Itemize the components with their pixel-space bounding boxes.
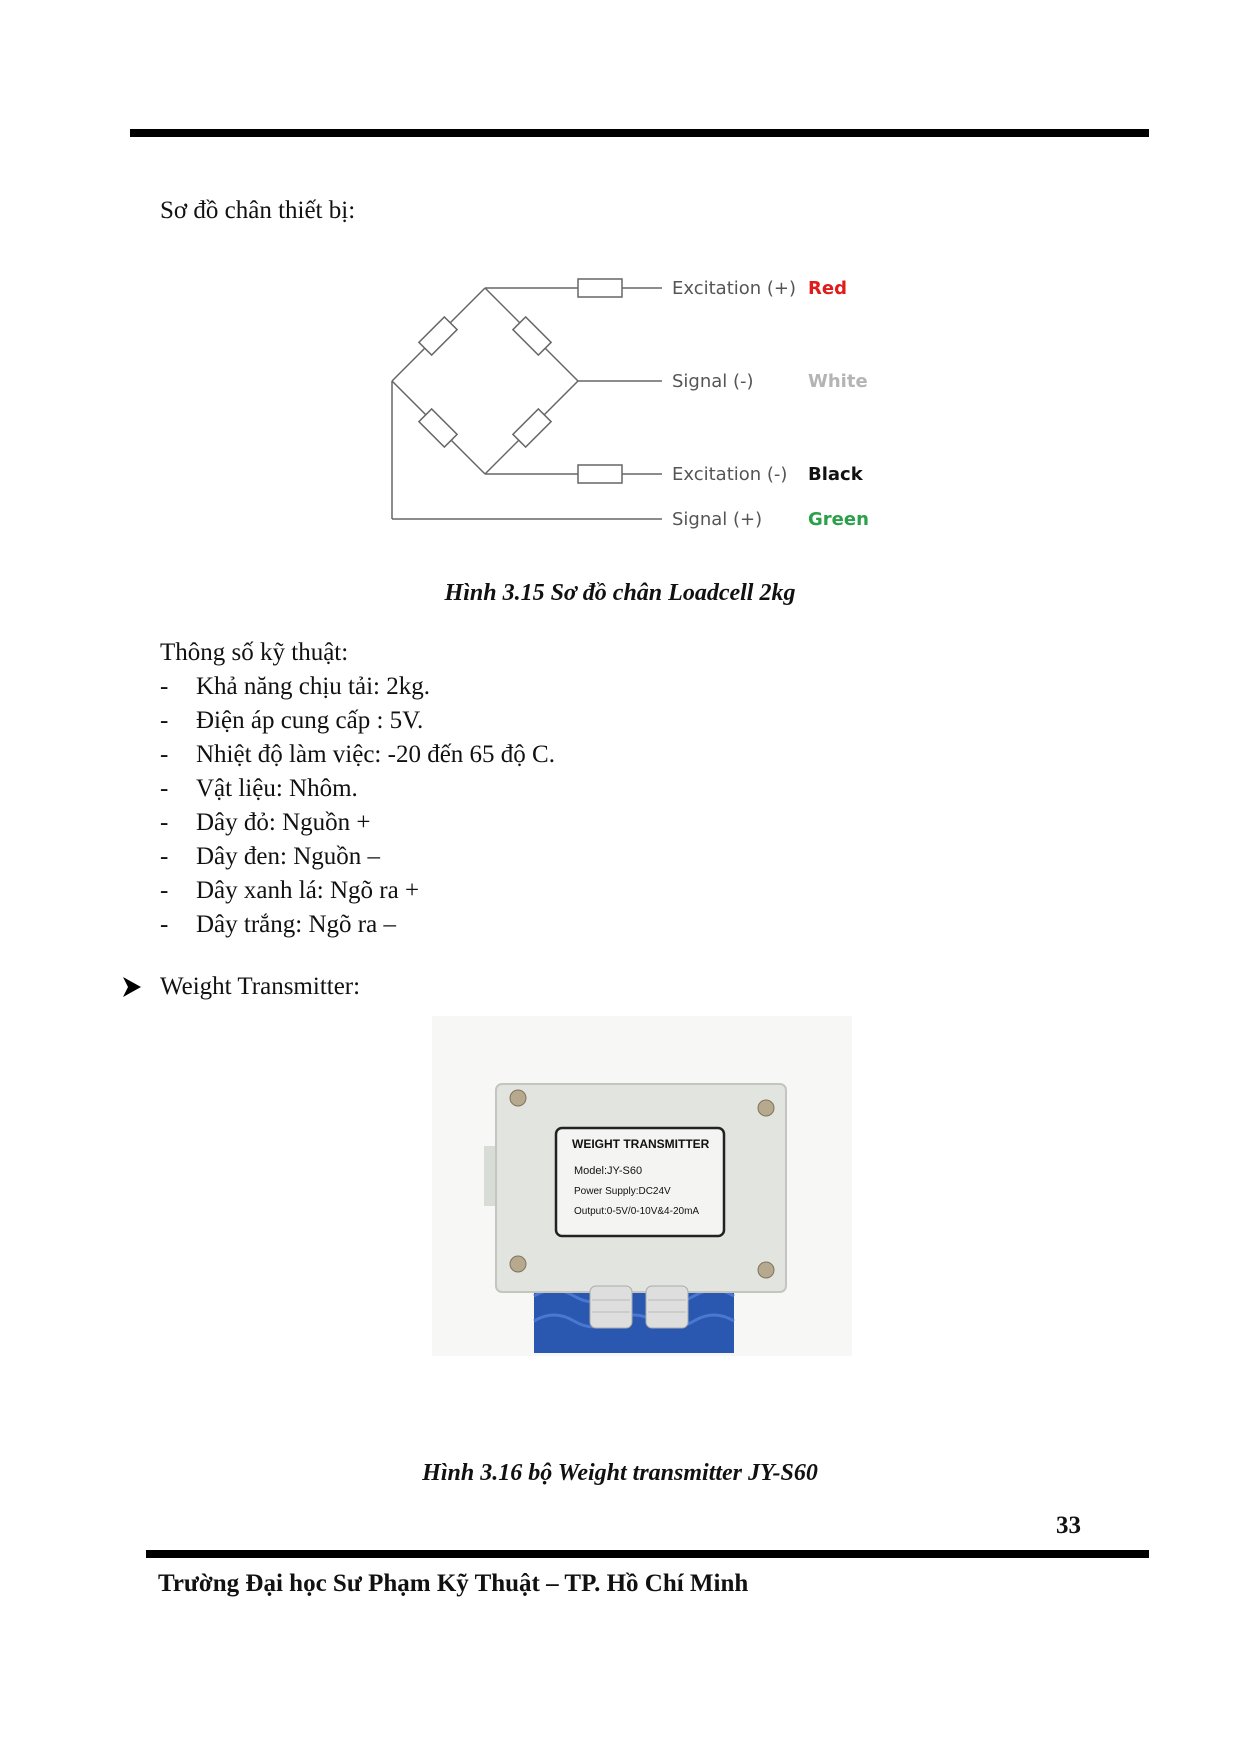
arrowhead-bullet-icon: [121, 976, 143, 998]
list-item: - Dây đen: Nguồn –: [160, 843, 380, 870]
screw-icon: [758, 1262, 774, 1278]
specs-list: [160, 670, 555, 942]
weight-transmitter-heading: Weight Transmitter:: [160, 973, 361, 1000]
header-rule: [130, 129, 1149, 137]
wire-label: Signal (-): [672, 371, 754, 392]
footer-rule: [146, 1550, 1149, 1558]
device-label-title: WEIGHT TRANSMITTER: [572, 1137, 710, 1151]
figure-caption-3-16: Hình 3.16 bộ Weight transmitter JY-S60: [422, 1460, 818, 1486]
loadcell-wiring-diagram: [380, 270, 900, 540]
wire-color-red: Red: [808, 278, 847, 299]
screw-icon: [510, 1090, 526, 1106]
cable-gland: [590, 1286, 632, 1328]
list-item: - Dây đỏ: Nguồn +: [160, 809, 371, 836]
screw-icon: [758, 1100, 774, 1116]
wire-label: Excitation (-): [672, 464, 788, 485]
pinout-intro: Sơ đồ chân thiết bị:: [160, 197, 356, 224]
list-item: - Nhiệt độ làm việc: -20 đến 65 độ C.: [160, 741, 555, 768]
cable-gland: [646, 1286, 688, 1328]
device-label-power: Power Supply:DC24V: [574, 1186, 671, 1197]
page-number: 33: [1056, 1512, 1081, 1539]
weight-transmitter-photo: [432, 1016, 852, 1356]
list-item: - Điện áp cung cấp : 5V.: [160, 707, 424, 734]
footer-university: Trường Đại học Sư Phạm Kỹ Thuật – TP. Hồ Chí Minh: [158, 1570, 749, 1597]
wire-color-black: Black: [808, 464, 863, 485]
device-label-output: Output:0-5V/0-10V&4-20mA: [574, 1206, 700, 1217]
specs-heading: Thông số kỹ thuật:: [160, 639, 349, 666]
screw-icon: [510, 1256, 526, 1272]
wire-label: Excitation (+): [672, 278, 797, 299]
wire-label: Signal (+): [672, 509, 763, 530]
list-item: - Dây xanh lá: Ngõ ra +: [160, 877, 420, 904]
list-item: - Dây trắng: Ngõ ra –: [160, 911, 396, 938]
wire-color-green: Green: [808, 509, 869, 530]
list-item: - Khả năng chịu tải: 2kg.: [160, 673, 430, 700]
figure-caption-3-15: Hình 3.15 Sơ đồ chân Loadcell 2kg: [444, 580, 796, 606]
device-label-model: Model:JY-S60: [574, 1165, 643, 1177]
list-item: - Vật liệu: Nhôm.: [160, 775, 358, 802]
wire-color-white: White: [808, 371, 868, 392]
